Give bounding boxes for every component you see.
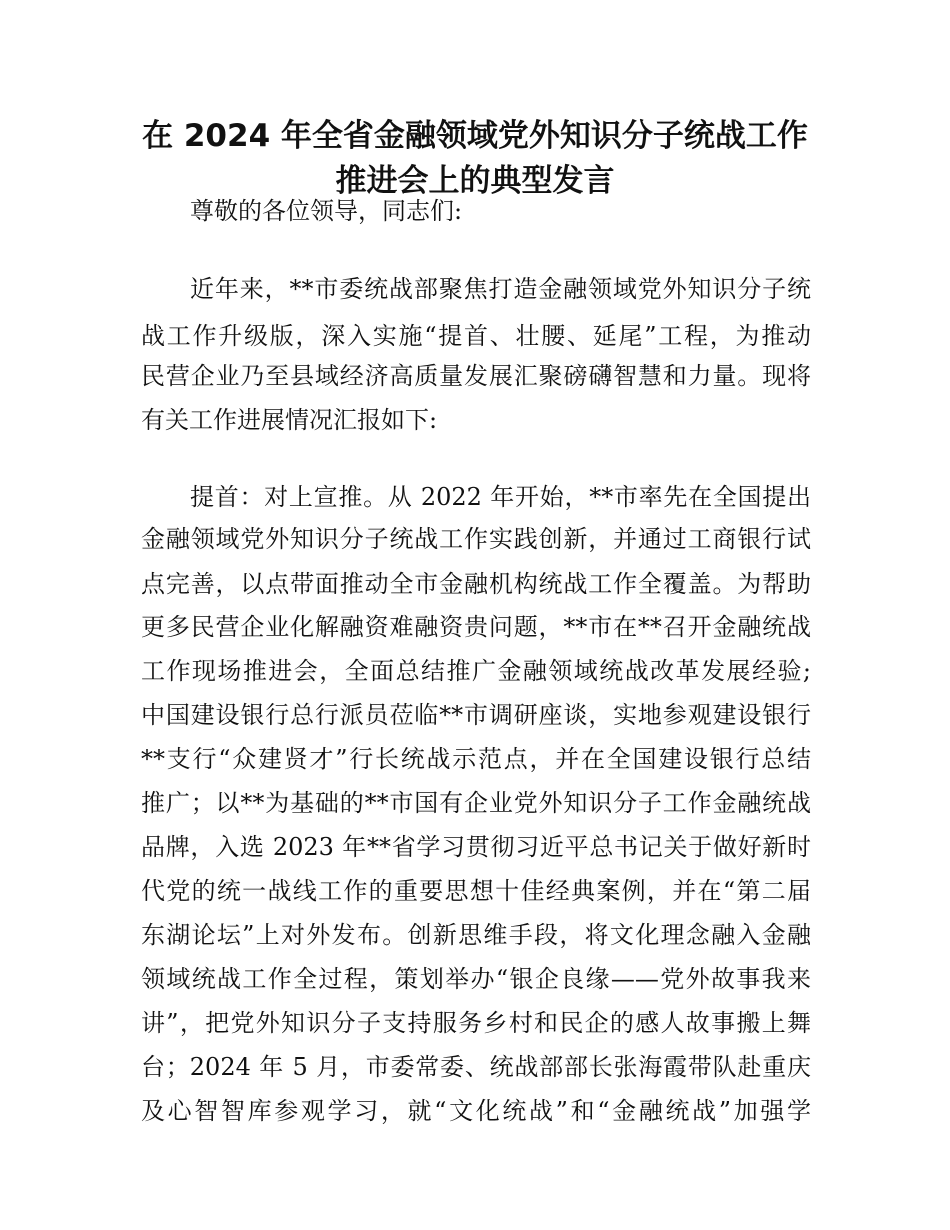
paragraph-2-line-14: 台；2024 年 5 月，市委常委、统战部部长张海霞带队赴重庆 (141, 1053, 811, 1081)
paragraph-2-line-5: 工作现场推进会，全面总结推广金融领域统战改革发展经验; (141, 657, 811, 685)
paragraph-2-line-9: 品牌，入选 2023 年**省学习贯彻习近平总书记关于做好新时 (141, 833, 811, 861)
paragraph-1-line-3: 民营企业乃至县域经济高质量发展汇聚磅礴智慧和力量。现将 (141, 362, 811, 390)
paragraph-2-line-15: 及心智智库参观学习，就“文化统战”和“金融统战”加强学 (141, 1097, 811, 1125)
paragraph-2-line-6: 中国建设银行总行派员莅临**市调研座谈，实地参观建设银行 (141, 701, 811, 729)
document-title-line-2: 推进会上的典型发言 (335, 163, 615, 199)
paragraph-2-line-11: 东湖论坛”上对外发布。创新思维手段，将文化理念融入金融 (141, 921, 811, 949)
document-title-line-1: 在 2024 年全省金融领域党外知识分子统战工作 (142, 118, 808, 154)
paragraph-2-line-2: 金融领域党外知识分子统战工作实践创新，并通过工商银行试 (141, 525, 811, 553)
paragraph-2-line-1: 提首：对上宣推。从 2022 年开始，**市率先在全国提出 (190, 483, 811, 511)
paragraph-1-line-4: 有关工作进展情况汇报如下: (141, 406, 438, 434)
paragraph-2-line-3: 点完善，以点带面推动全市金融机构统战工作全覆盖。为帮助 (141, 570, 811, 598)
paragraph-1-line-1: 近年来，**市委统战部聚焦打造金融领域党外知识分子统 (190, 275, 811, 303)
paragraph-1-line-2: 战工作升级版，深入实施“提首、壮腰、延尾”工程，为推动 (141, 322, 811, 350)
paragraph-2-line-13: 讲”，把党外知识分子支持服务乡村和民企的感人故事搬上舞 (141, 1009, 811, 1037)
paragraph-2-line-12: 领域统战工作全过程，策划举办“银企良缘——党外故事我来 (141, 965, 811, 993)
paragraph-2-line-10: 代党的统一战线工作的重要思想十佳经典案例，并在“第二届 (141, 877, 811, 905)
paragraph-2-line-8: 推广；以**为基础的**市国有企业党外知识分子工作金融统战 (141, 789, 811, 817)
salutation: 尊敬的各位领导，同志们: (190, 197, 463, 225)
paragraph-2-line-4: 更多民营企业化解融资难融资贵问题，**市在**召开金融统战 (141, 613, 811, 641)
paragraph-2-line-7: **支行“众建贤才”行长统战示范点，并在全国建设银行总结 (141, 745, 811, 773)
